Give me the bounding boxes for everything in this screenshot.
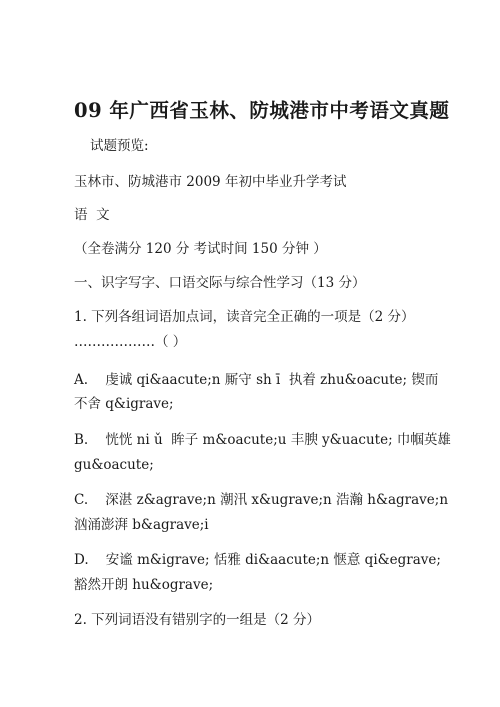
option-c-line-1: C. 深湛 z&agrave;n 潮汛 x&ugrave;n 浩瀚 h&agrave;n [74,492,449,508]
question-1-text: 1. 下列各组词语加点词，读音完全正确的一项是（2 分） [74,309,415,325]
option-b-line-2: gu&oacute; [74,457,154,473]
exam-info: （全卷满分 120 分 考试时间 150 分钟 ） [74,241,327,257]
question-1-blank: ………………（ ） [74,334,187,350]
exam-name: 玉林市、防城港市 2009 年初中毕业升学考试 [74,174,347,190]
option-c-line-2: 汹涌澎湃 b&agrave;i [74,517,209,533]
question-2-text: 2. 下列词语没有错别字的一组是（2 分） [74,612,321,628]
document-title: 09 年广西省玉林、防城港市中考语文真题 [74,99,450,122]
option-a-line-1: A. 虔诚 qi&aacute;n 厮守 sh ī 执着 zhu&oacute; 锲而 [74,372,439,388]
preview-label: 试题预览: [90,138,149,154]
option-a-line-2: 不舍 q&igrave; [74,396,174,412]
option-d-line-2: 豁然开朗 hu&ograve; [74,577,214,593]
option-d-line-1: D. 安谧 m&igrave; 恬雅 di&aacute;n 惬意 qi&egrave; [74,552,441,568]
option-b-line-1: B. 恍恍 ni ǔ 眸子 m&oacute;u 丰腴 y&uacute; 巾帼英雄 [74,432,451,448]
section-one-heading: 一、识字写字、口语交际与综合性学习（13 分） [74,275,366,291]
subject: 语 文 [74,207,110,223]
